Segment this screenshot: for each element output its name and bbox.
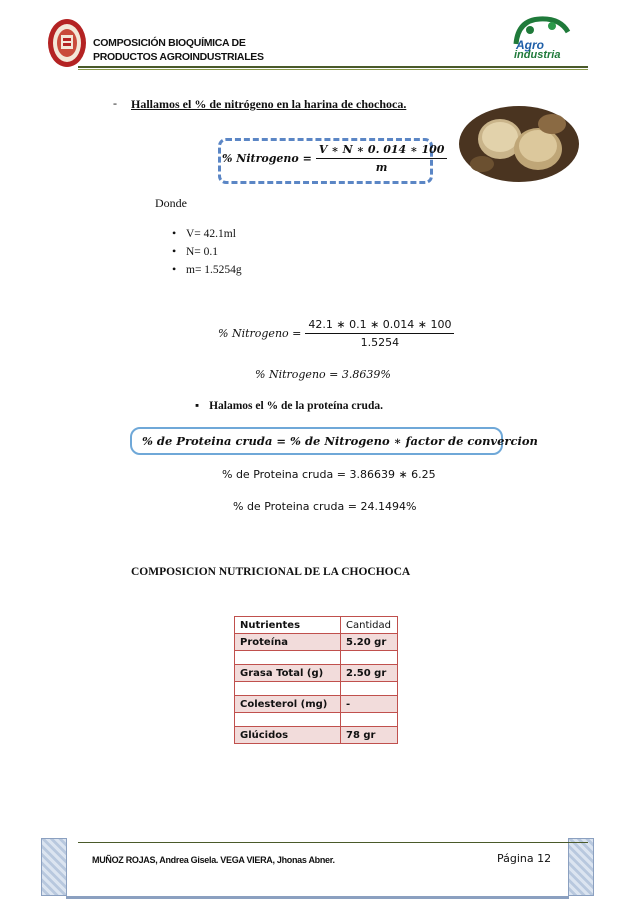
table-spacer-row [235,651,398,665]
formula-denominator: m [375,161,388,174]
header-title [93,36,264,64]
header-title-line2: PRODUCTOS AGROINDUSTRIALES [93,51,264,63]
nitrogen-formula [222,143,447,174]
section-dash: - [113,96,117,110]
calc1-denominator: 1.5254 [360,336,400,349]
calc1-fraction [305,318,454,349]
header-title-line1: COMPOSICIÓN BIOQUÍMICA DE [93,37,246,49]
footer-bar [66,896,569,899]
protein-formula-box [130,427,538,455]
table-spacer-row [235,682,398,696]
table-cell: 2.50 gr [341,665,398,682]
table-row [235,696,398,713]
variable-item: • m= 1.5254g [172,261,242,279]
protein-heading: ▪ Halamos el % de la proteína cruda. [195,400,383,412]
nutrition-table [234,616,398,744]
header-rule [78,66,588,68]
formula-fraction [316,143,448,174]
table-header-cell: Nutrientes [235,617,341,634]
chochoca-photo [452,94,587,186]
header-rule-thin [78,69,588,70]
footer-rule [78,842,588,843]
table-header-row [235,617,398,634]
table-cell: Glúcidos [235,727,341,744]
nitrogen-result: % Nitrogeno = 3.8639% [255,368,391,381]
section-title: Hallamos el % de nitrógeno en la harina de chochoca. [131,97,407,111]
page-number: Página 12 [497,852,552,865]
calc1-numerator: 42.1 ∗ 0.1 ∗ 0.014 ∗ 100 [305,318,454,334]
university-seal-logo [47,18,87,68]
protein-calculation: % de Proteina cruda = 3.86639 ∗ 6.25 [222,468,436,481]
table-header-cell: Cantidad [341,617,398,634]
table-row [235,665,398,682]
table-cell: 78 gr [341,727,398,744]
protein-result: % de Proteina cruda = 24.1494% [233,500,417,513]
variables-list [172,225,242,279]
composition-title: COMPOSICION NUTRICIONAL DE LA CHOCHOCA [131,566,411,578]
variable-item: • N= 0.1 [172,243,242,261]
formula-numerator: V ∗ N ∗ 0. 014 ∗ 100 [316,143,448,159]
table-row [235,634,398,651]
table-spacer-row [235,713,398,727]
footer-authors: MUÑOZ ROJAS, Andrea Gisela. VEGA VIERA, Jhonas Abner. [92,855,335,865]
nitrogen-calculation [218,318,454,349]
calc1-lhs: % Nitrogeno = [218,327,302,340]
footer-decoration-left [41,838,67,896]
table-cell: Grasa Total (g) [235,665,341,682]
logo-text-agro: Agro [516,38,544,52]
protein-formula: % de Proteina cruda = % de Nitrogeno ∗ factor de convercion [142,434,538,448]
table-cell: Colesterol (mg) [235,696,341,713]
table-cell: 5.20 gr [341,634,398,651]
table-cell: - [341,696,398,713]
footer-decoration-right [568,838,594,896]
formula-lhs: % Nitrogeno = [222,152,312,165]
donde-label: Donde [155,196,187,210]
table-row [235,727,398,744]
agroindustria-logo [508,14,578,64]
variable-item: • V= 42.1ml [172,225,242,243]
logo-text-industria: industria [514,49,561,61]
table-cell: Proteína [235,634,341,651]
